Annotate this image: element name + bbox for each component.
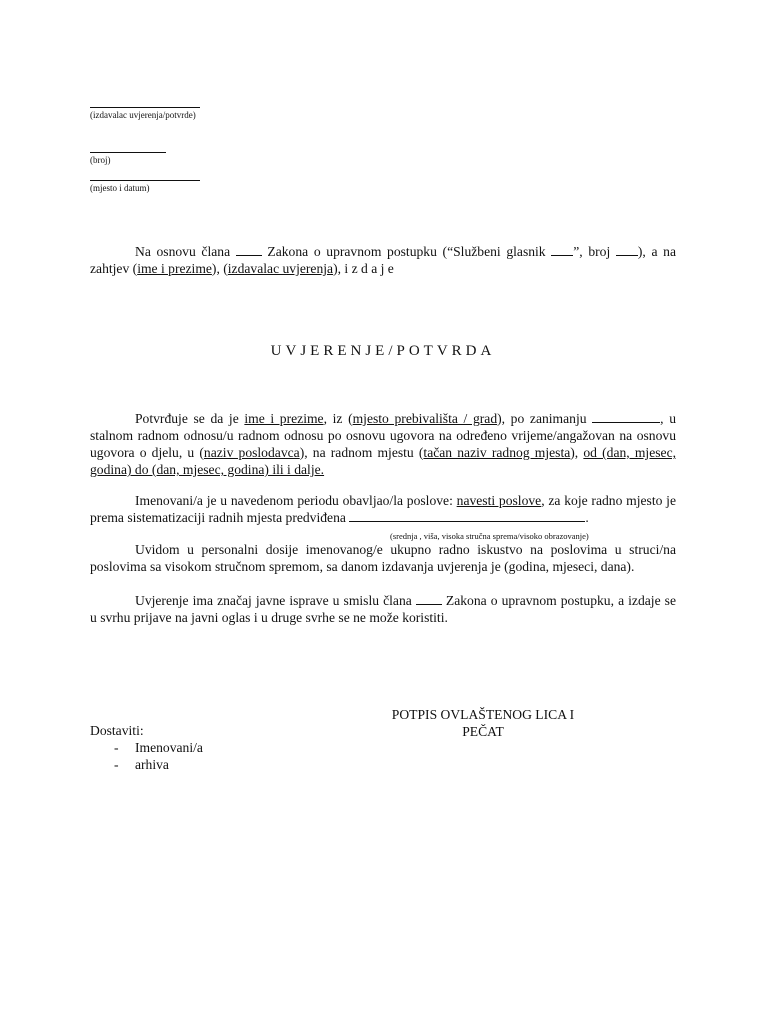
p1-text: ), po zanimanju <box>497 411 593 426</box>
duties-paragraph <box>90 492 676 526</box>
education-blank <box>349 509 585 522</box>
intro-text: ), ( <box>211 261 228 276</box>
place-date-caption: (mjesto i datum) <box>90 183 150 193</box>
issuer-blank-line <box>90 107 200 108</box>
intro-text: Zakona o upravnom postupku (“Službeni glasnik <box>261 244 552 259</box>
p2-text: , za koje radno mjesto je prema sistematizaciji radnih mjesta predviđena <box>90 493 676 525</box>
intro-text: ), i z d a j e <box>333 261 394 276</box>
intro-text: ”, broj <box>573 244 616 259</box>
intro-text: ), a na zahtjev ( <box>90 244 676 276</box>
p4-text: Uvjerenje ima značaj javne isprave u smislu člana <box>135 593 416 608</box>
article-blank-2 <box>416 592 442 605</box>
signature-line-2: PEČAT <box>462 724 504 739</box>
p1-text: ), <box>570 445 584 460</box>
delivery-list <box>114 739 203 773</box>
confirmation-paragraph <box>90 410 676 478</box>
delivery-item-label: Imenovani/a <box>135 740 203 755</box>
validity-paragraph <box>90 592 676 626</box>
placeholder-period: od (dan, mjesec, godina) do (dan, mjesec, godina) ili i dalje. <box>90 445 676 477</box>
p1-text: ), na radnom mjestu ( <box>299 445 424 460</box>
gazette-blank <box>551 243 573 256</box>
list-bullet: - <box>114 757 119 772</box>
delivery-item-label: arhiva <box>135 757 169 772</box>
occupation-blank <box>592 410 660 423</box>
p2-text: Imenovani/a je u navedenom periodu obavljao/la poslove: <box>135 493 457 508</box>
issuer-caption: (izdavalac uvjerenja/potvrde) <box>90 110 196 120</box>
signature-line-1: POTPIS OVLAŠTENOG LICA I <box>391 707 575 722</box>
placeholder-full-name: ime i prezime <box>137 261 212 276</box>
intro-paragraph <box>90 243 676 277</box>
document-title: UVJERENJE/POTVRDA <box>270 343 496 359</box>
list-item <box>114 739 203 756</box>
placeholder-job-title: tačan naziv radnog mjesta <box>423 445 571 460</box>
issue-number-blank <box>616 243 638 256</box>
number-caption: (broj) <box>90 155 111 165</box>
delivery-label: Dostaviti: <box>90 723 144 738</box>
p4-text: Zakona o upravnom postupku, a izdaje se u svrhu prijave na javni oglas i u druge svrhe se ne može koristiti. <box>90 593 676 625</box>
placeholder-duties: navesti poslove <box>456 493 542 508</box>
p1-text: Potvrđuje se da je <box>135 411 245 426</box>
placeholder-issuer: izdavalac uvjerenja <box>227 261 334 276</box>
intro-text: Na osnovu člana <box>135 244 236 259</box>
placeholder-residence: mjesto prebivališta / grad <box>352 411 498 426</box>
p1-text: , u stalnom radnom odnosu/u radnom odnosu po osnovu ugovora na određeno vrijeme/angažovan na osnovu ugovora o djelu, u ( <box>90 411 677 460</box>
p2-text: . <box>585 510 589 525</box>
article-blank <box>236 243 262 256</box>
place-date-blank-line <box>90 180 200 181</box>
placeholder-full-name: ime i prezime <box>244 411 324 426</box>
number-blank-line <box>90 152 166 153</box>
list-bullet: - <box>114 740 119 755</box>
education-note: (srednja , viša, visoka stručna sprema/visoko obrazovanje) <box>390 531 589 541</box>
list-item <box>114 756 203 773</box>
signature-block <box>380 706 586 740</box>
experience-paragraph: Uvidom u personalni dosije imenovanog/e ukupno radno iskustvo na poslovima u struci/na poslovima sa visokom stručnom spremom, sa danom izdavanja uvjerenja je (godina, mjeseci, dana). <box>90 542 676 574</box>
placeholder-employer: naziv poslodavca <box>203 445 300 460</box>
p1-text: , iz ( <box>323 411 353 426</box>
